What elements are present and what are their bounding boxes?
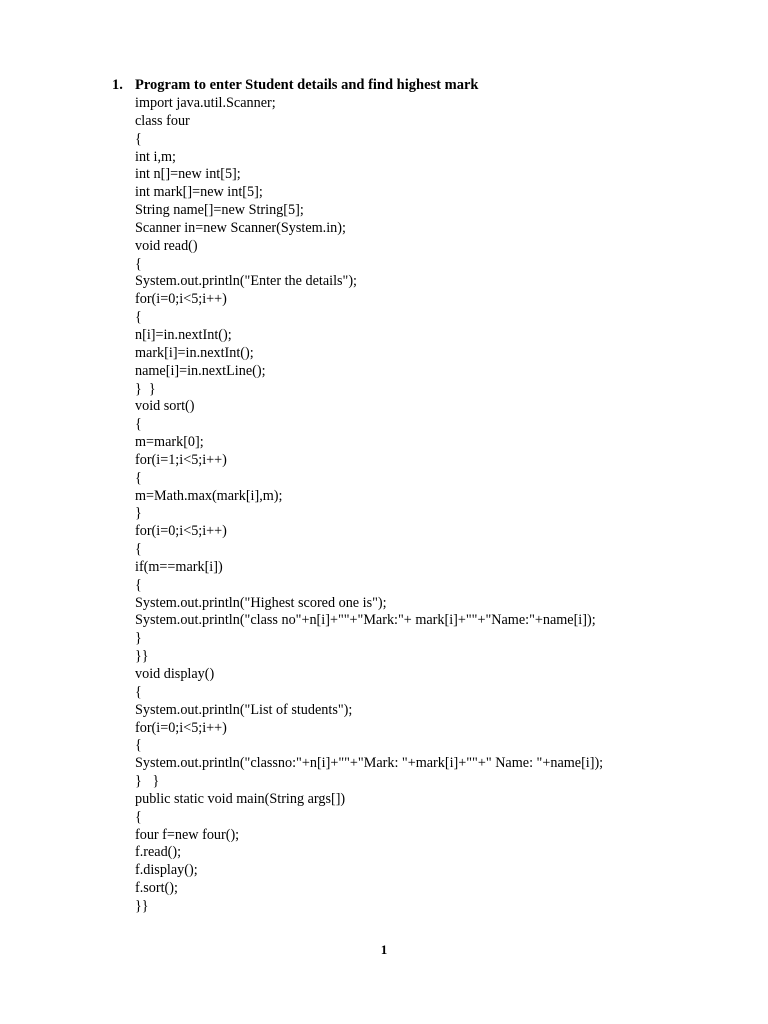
page-number: 1 — [380, 942, 388, 957]
code-line: System.out.println("Enter the details"); — [135, 273, 357, 290]
code-line: for(i=0;i<5;i++) — [135, 719, 227, 736]
code-line: } — [135, 630, 142, 647]
code-line: n[i]=in.nextInt(); — [135, 326, 232, 343]
code-line: { — [135, 576, 142, 593]
code-line: { — [135, 737, 142, 754]
code-line: { — [135, 541, 142, 558]
code-line: void display() — [135, 666, 215, 682]
code-line: int i,m; — [135, 148, 176, 165]
code-line: if(m==mark[i]) — [135, 558, 223, 575]
code-line: for(i=0;i<5;i++) — [135, 291, 227, 308]
code-line: }} — [135, 897, 149, 914]
code-line: m=Math.max(mark[i],m); — [135, 487, 283, 504]
code-line: { — [135, 416, 142, 433]
code-line: class four — [135, 112, 190, 129]
code-line: for(i=1;i<5;i++) — [135, 451, 227, 468]
code-line: void read() — [135, 237, 198, 254]
code-line: { — [135, 683, 142, 700]
code-line: for(i=0;i<5;i++) — [135, 523, 227, 540]
code-line: f.display(); — [135, 862, 198, 879]
code-line: String name[]=new String[5]; — [135, 202, 304, 219]
code-line: } — [135, 505, 142, 522]
code-line: int mark[]=new int[5]; — [135, 184, 263, 201]
code-line: { — [135, 808, 142, 825]
code-line: void sort() — [135, 398, 195, 415]
code-line: m=mark[0]; — [135, 434, 204, 451]
heading-number: 1. — [112, 77, 123, 93]
code-line: import java.util.Scanner; — [135, 95, 276, 111]
code-line: { — [135, 255, 142, 272]
code-line: four f=new four(); — [135, 826, 240, 843]
code-line: mark[i]=in.nextInt(); — [135, 344, 254, 361]
code-line: System.out.println("List of students"); — [135, 701, 353, 718]
code-line: { — [135, 309, 142, 326]
code-line: name[i]=in.nextLine(); — [135, 362, 266, 379]
program-heading — [112, 76, 478, 94]
code-line: int n[]=new int[5]; — [135, 166, 241, 183]
code-line: } } — [135, 773, 160, 790]
code-line: System.out.println("classno:"+n[i]+""+"Mark: "+mark[i]+""+" Name: "+name[i]); — [135, 755, 604, 772]
code-line: { — [135, 469, 142, 486]
code-line: { — [135, 130, 142, 147]
code-listing — [135, 95, 603, 916]
code-line: } } — [135, 380, 156, 397]
code-line: }} — [135, 648, 149, 665]
heading-title: Program to enter Student details and find highest mark — [135, 77, 479, 93]
code-line: Scanner in=new Scanner(System.in); — [135, 219, 346, 236]
code-line: System.out.println("Highest scored one is"); — [135, 594, 387, 611]
code-line: System.out.println("class no"+n[i]+""+"Mark:"+ mark[i]+""+"Name:"+name[i]); — [135, 612, 596, 629]
code-line: f.read(); — [135, 844, 182, 861]
code-line: public static void main(String args[]) — [135, 790, 346, 807]
code-line: f.sort(); — [135, 880, 178, 897]
